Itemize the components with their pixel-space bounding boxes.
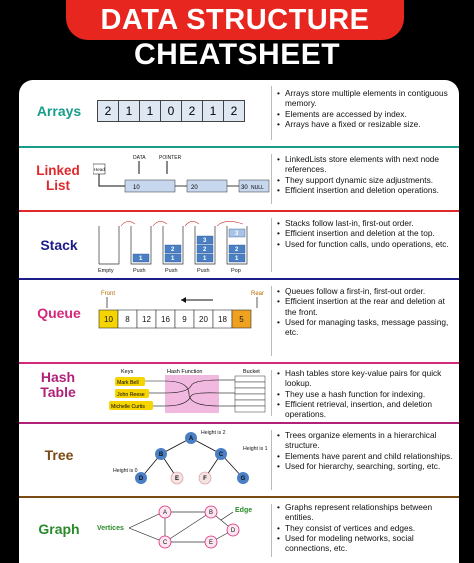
array-cell: 1 <box>140 101 161 121</box>
divider <box>271 154 272 204</box>
hash-table-diagram <box>93 366 271 420</box>
bucket-label: Bucket <box>243 369 260 375</box>
array-cell: 1 <box>203 101 224 121</box>
bullet: • Graphs represent relationships between entities. <box>277 502 455 523</box>
bullet: • Used for function calls, undo operations, etc. <box>277 239 455 249</box>
tree-diagram <box>93 426 271 494</box>
queue-cell: 10 <box>104 315 113 324</box>
graph-node: D <box>230 528 236 534</box>
stack-caption: Pop <box>231 268 241 274</box>
section-linked-list <box>19 148 459 210</box>
queue-diagram <box>93 288 271 340</box>
head-text: Head <box>94 167 105 172</box>
queue-cell: 9 <box>182 315 187 324</box>
bullet: • They support dynamic size adjustments. <box>277 175 455 185</box>
divider <box>271 286 272 356</box>
section-stack <box>19 212 459 278</box>
hash-key: John Reese <box>117 392 145 398</box>
section-graph <box>19 498 459 563</box>
queue-cell: 12 <box>142 315 151 324</box>
bullet: • Arrays have a fixed or resizable size. <box>277 119 455 129</box>
height-label: Height is 1 <box>243 446 268 452</box>
pointer-label: POINTER <box>159 155 182 161</box>
hash-key: Michelle Curtis <box>111 404 146 410</box>
stack-caption: Push <box>197 268 210 274</box>
height-label: Height is 0 <box>113 468 138 474</box>
stack-value: 3 <box>203 238 207 244</box>
stack-value: 1 <box>203 256 207 262</box>
vertices-label: Vertices <box>97 525 124 532</box>
cheatsheet-card <box>19 80 459 563</box>
bullet: • They use a hash function for indexing. <box>277 389 455 399</box>
rear-label: Rear <box>251 291 265 297</box>
stack-value: 2 <box>171 247 175 253</box>
divider <box>271 504 272 557</box>
queue-bullets <box>277 286 455 337</box>
array-cell: 1 <box>119 101 140 121</box>
data-label: DATA <box>133 155 146 161</box>
bullet: • Elements are accessed by index. <box>277 109 455 119</box>
tree-node: F <box>203 476 207 482</box>
stack-bullets <box>277 218 455 249</box>
hash-table-bullets <box>277 368 455 419</box>
edge-label: Edge <box>235 507 253 514</box>
bullet: • LinkedLists store elements with next node references. <box>277 154 455 175</box>
bullet: • Arrays store multiple elements in contiguous memory. <box>277 88 455 109</box>
tree-node: A <box>188 436 194 442</box>
bullet: • Efficient insertion and deletion at the top. <box>277 228 455 238</box>
stack-value: 1 <box>235 256 239 262</box>
linked-list-diagram <box>93 152 271 206</box>
node-value: 30 <box>241 185 248 191</box>
stack-value: 2 <box>235 247 239 253</box>
bullet: • Stacks follow last-in, first-out order. <box>277 218 455 228</box>
stack-value: 2 <box>203 247 207 253</box>
bullet: • Hash tables store key-value pairs for quick lookup. <box>277 368 455 389</box>
section-label: Hash Table <box>40 369 76 401</box>
tree-bullets <box>277 430 455 471</box>
node-value: 10 <box>133 185 140 191</box>
keys-label: Keys <box>121 369 134 375</box>
queue-cell: 8 <box>125 315 130 324</box>
array-diagram <box>93 100 271 124</box>
bullet: • Trees organize elements in a hierarchical structure. <box>277 430 455 451</box>
tree-node: C <box>218 452 224 458</box>
tree-node: D <box>138 476 144 482</box>
queue-cell: 16 <box>161 315 170 324</box>
graph-bullets <box>277 502 455 553</box>
stack-value: 1 <box>139 256 143 262</box>
section-label: Tree <box>44 447 74 463</box>
graph-node: A <box>162 510 168 516</box>
section-queue <box>19 280 459 362</box>
tree-node: G <box>240 476 246 482</box>
bullet: • Used for modeling networks, social connections, etc. <box>277 533 455 554</box>
bullet: • Efficient insertion at the rear and deletion at the front. <box>277 296 455 317</box>
section-tree <box>19 424 459 496</box>
stack-caption: Push <box>165 268 178 274</box>
height-label: Height is 2 <box>201 430 226 436</box>
page-title: DATA STRUCTURE <box>100 3 370 36</box>
linked-list-bullets <box>277 154 455 195</box>
array-cell: 2 <box>230 104 238 118</box>
section-label: Arrays <box>36 103 82 119</box>
hash-function-label: Hash Function <box>167 369 203 375</box>
title-banner <box>66 0 404 40</box>
divider <box>271 86 272 140</box>
stack-value: 3 <box>235 231 239 237</box>
stack-caption: Empty <box>98 268 114 274</box>
stack-diagram <box>93 216 271 276</box>
null-text: NULL <box>251 185 264 191</box>
graph-node: E <box>208 540 214 546</box>
section-label: Stack <box>40 237 78 253</box>
node-value: 20 <box>191 185 198 191</box>
section-label: Queue <box>37 305 81 321</box>
page-subtitle: CHEATSHEET <box>133 38 341 71</box>
graph-node: C <box>162 540 168 546</box>
queue-cell: 5 <box>239 315 244 324</box>
divider <box>271 218 272 272</box>
array-cell: 2 <box>182 101 203 121</box>
divider <box>271 370 272 416</box>
arrays-bullets <box>277 88 455 129</box>
stack-caption: Push <box>133 268 146 274</box>
section-label: Linked List <box>36 163 80 193</box>
section-hash-table <box>19 364 459 422</box>
stack-value: 1 <box>171 256 175 262</box>
bullet: • Queues follow a first-in, first-out order. <box>277 286 455 296</box>
array-cell: 2 <box>98 101 119 121</box>
bullet: • Elements have parent and child relationships. <box>277 451 455 461</box>
bullet: • Efficient retrieval, insertion, and deletion operations. <box>277 399 455 420</box>
bullet: • Efficient insertion and deletion operations. <box>277 185 455 195</box>
section-arrays <box>19 80 459 146</box>
tree-node: E <box>174 476 180 482</box>
front-label: Front <box>101 291 116 297</box>
queue-cell: 18 <box>218 315 227 324</box>
tree-node: B <box>158 452 164 458</box>
section-label: Graph <box>38 521 80 537</box>
array-cell: 0 <box>161 101 182 121</box>
divider <box>271 430 272 490</box>
bullet: • They consist of vertices and edges. <box>277 523 455 533</box>
queue-cell: 20 <box>199 315 208 324</box>
graph-diagram <box>93 500 271 560</box>
bullet: • Used for hierarchy, searching, sorting, etc. <box>277 461 455 471</box>
bullet: • Used for managing tasks, message passing, etc. <box>277 317 455 338</box>
graph-node: B <box>208 510 214 516</box>
hash-key: Mark Bell <box>117 380 139 386</box>
